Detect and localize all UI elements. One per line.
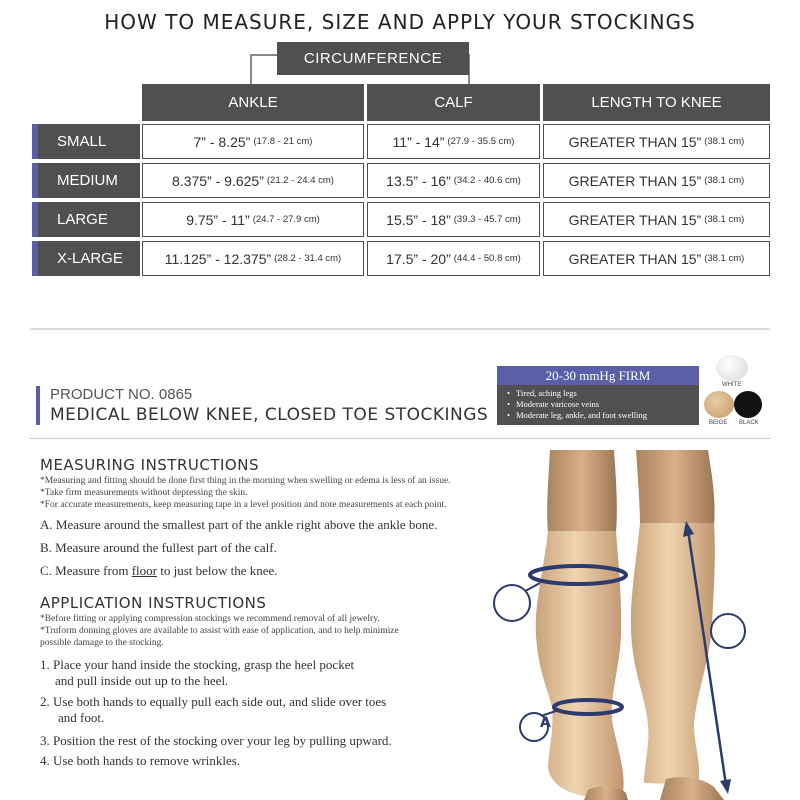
length-callout-circle [711, 614, 745, 648]
column-header-length: LENGTH TO KNEE [543, 84, 770, 121]
application-step-3: 3. Position the rest of the stocking over your leg by pulling upward. [40, 733, 392, 748]
swatch-label-beige: BEIGE [709, 420, 728, 426]
table-cell: 11” - 14” (27.9 - 35.5 cm) [367, 124, 540, 159]
size-label-x-large: X-LARGE [32, 241, 140, 276]
measuring-step-c: C. Measure from floor to just below the knee. [40, 563, 278, 578]
measuring-heading: MEASURING INSTRUCTIONS [40, 456, 259, 474]
table-cell: GREATER THAN 15” (38.1 cm) [543, 163, 770, 198]
list-item: • Moderate varicose veins [507, 399, 693, 410]
application-step-4: 4. Use both hands to remove wrinkles. [40, 753, 241, 768]
column-header-ankle: ANKLE [142, 84, 364, 121]
swatch-label-white: WHITE [722, 382, 742, 388]
left-knee-skin [547, 450, 617, 533]
measuring-step-a: A. Measure around the smallest part of the ankle right above the ankle bone. [40, 517, 438, 532]
indications-list [497, 385, 699, 425]
white-color-swatch[interactable] [716, 355, 748, 381]
table-cell: 13.5” - 16” (34.2 - 40.6 cm) [367, 163, 540, 198]
length-arrow-head-bottom [720, 779, 731, 794]
table-cell: 11.125” - 12.375” (28.2 - 31.4 cm) [142, 241, 364, 276]
page-title: HOW TO MEASURE, SIZE AND APPLY YOUR STOCKINGS [104, 10, 696, 34]
table-cell: 9.75” - 11” (24.7 - 27.9 cm) [142, 202, 364, 237]
measuring-note: *Measuring and fitting should be done first thing in the morning when swelling or edema is less of an issue. [40, 476, 451, 486]
application-heading: APPLICATION INSTRUCTIONS [40, 594, 267, 612]
application-step-2: 2. Use both hands to equally pull each side out, and slide over toes [40, 694, 387, 709]
product-heading [36, 386, 488, 425]
section-divider [30, 328, 770, 330]
product-rule [30, 438, 770, 439]
table-cell: 17.5” - 20” (44.4 - 50.8 cm) [367, 241, 540, 276]
list-item: • Moderate leg, ankle, and foot swelling [507, 410, 693, 421]
black-color-swatch[interactable] [734, 391, 762, 418]
swatch-label-black: BLACK [739, 420, 759, 426]
application-note: *Before fitting or applying compression stockings we recommend removal of all jewelry. [40, 614, 380, 624]
left-stocking [536, 531, 624, 797]
product-name: MEDICAL BELOW KNEE, CLOSED TOE STOCKINGS [50, 405, 489, 425]
product-number: PRODUCT NO. 0865 [50, 386, 193, 403]
table-cell: 8.375” - 9.625” (21.2 - 24.4 cm) [142, 163, 364, 198]
leg-measurement-illustration [488, 445, 800, 800]
compression-level: 20-30 mmHg FIRM [497, 366, 699, 385]
right-knee-skin [636, 450, 715, 525]
size-label-medium: MEDIUM [32, 163, 140, 198]
beige-color-swatch[interactable] [704, 391, 734, 418]
size-label-small: SMALL [32, 124, 140, 159]
table-cell: 7” - 8.25” (17.8 - 21 cm) [142, 124, 364, 159]
circumference-header: CIRCUMFERENCE [277, 42, 469, 75]
right-stocking [631, 523, 715, 785]
ankle-marker-letter: A [540, 715, 551, 731]
compression-level-box [497, 366, 699, 425]
application-note: *Truform donning gloves are available to assist with ease of application, and to help minimize [40, 626, 399, 636]
measuring-note: *Take firm measurements without depressing the skin. [40, 488, 248, 498]
application-step-1: 1. Place your hand inside the stocking, grasp the heel pocket [40, 657, 355, 672]
right-toes [660, 777, 724, 800]
application-step-2-cont: and foot. [58, 710, 105, 725]
application-step-1-cont: and pull inside out up to the heel. [55, 673, 229, 688]
measuring-note: *For accurate measurements, keep measuring tape in a level position and note measurements at each point. [40, 500, 447, 510]
table-cell: GREATER THAN 15” (38.1 cm) [543, 241, 770, 276]
floor-term: floor [131, 563, 157, 578]
measuring-step-b: B. Measure around the fullest part of the calf. [40, 540, 277, 555]
table-cell: GREATER THAN 15” (38.1 cm) [543, 124, 770, 159]
list-item: • Tired, aching legs [507, 388, 693, 399]
application-note: possible damage to the stocking. [40, 638, 164, 648]
column-header-calf: CALF [367, 84, 540, 121]
size-label-large: LARGE [32, 202, 140, 237]
table-cell: GREATER THAN 15” (38.1 cm) [543, 202, 770, 237]
table-cell: 15.5” - 18” (39.3 - 45.7 cm) [367, 202, 540, 237]
calf-callout-circle [494, 585, 530, 621]
